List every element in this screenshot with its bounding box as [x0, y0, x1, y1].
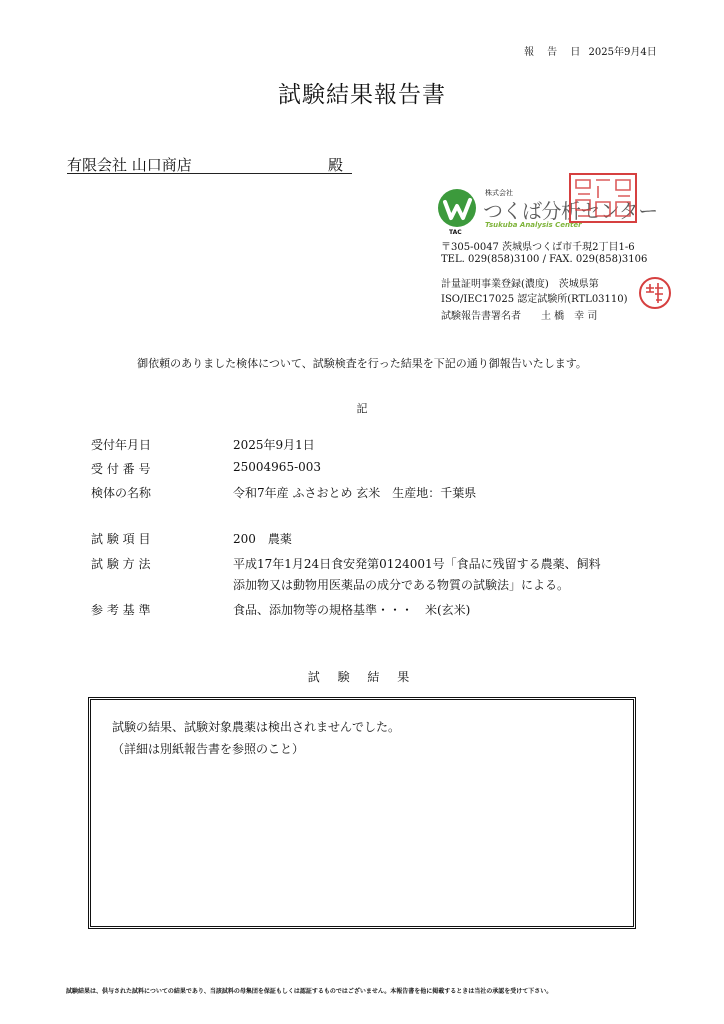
company-seal-icon — [568, 172, 638, 224]
field-label: 試 験 方 法 — [91, 557, 151, 571]
report-date — [524, 43, 657, 58]
report-date-value: 2025年9月4日 — [588, 47, 657, 58]
field-value: 食品、添加物等の規格基準・・・ 米(玄米) — [233, 603, 471, 617]
field-label: 参 考 基 準 — [91, 603, 151, 617]
result-heading: 試 験 結 果 — [307, 670, 417, 684]
result-line-1: 試験の結果、試験対象農薬は検出されませんでした。 — [112, 720, 401, 734]
logo-name: つくば分析センター — [483, 199, 658, 223]
field-receipt-date — [91, 436, 315, 453]
issuer-cert-2: ISO/IEC17025 認定試験所(RTL03110) — [441, 294, 628, 305]
field-receipt-no — [91, 460, 322, 477]
signer-stamp-icon — [638, 276, 672, 310]
field-method-cont — [91, 576, 570, 592]
logo-english: Tsukuba Analysis Center — [485, 221, 582, 229]
ki-heading: 記 — [356, 402, 368, 415]
field-method — [91, 555, 601, 572]
issuer-tel-fax: TEL. 029(858)3100 / FAX. 029(858)3106 — [441, 254, 648, 265]
field-test-item — [91, 530, 292, 547]
addressee — [67, 154, 352, 174]
logo-small-text: 株式会社 — [485, 189, 513, 197]
addressee-honorific: 殿 — [328, 156, 344, 174]
field-value: 2025年9月1日 — [233, 438, 315, 452]
field-label: 試 験 項 目 — [91, 532, 151, 546]
field-value: 添加物又は動物用医薬品の成分である物質の試験法」による。 — [233, 578, 570, 592]
issuer-cert-1: 計量証明事業登録(濃度) 茨城県第 — [441, 279, 599, 290]
field-value: 200 農薬 — [233, 532, 292, 546]
issuer-signer: 試験報告書署名者 土 橋 幸 司 — [441, 311, 598, 322]
addressee-company: 有限会社 山口商店 — [67, 156, 192, 174]
report-date-label: 報 告 日 — [524, 47, 586, 58]
issuer-address: 〒305-0047 茨城県つくば市千現2丁目1-6 — [441, 242, 635, 253]
document-title: 試験結果報告書 — [278, 82, 446, 108]
field-sample-name — [91, 484, 477, 501]
field-value: 25004965-003 — [233, 460, 322, 474]
logo-tac: TAC — [449, 229, 462, 236]
footer-disclaimer: 試験結果は、供与された試料についての結果であり、当該試料の母集団を保証もしくは認証するものではございません。本報告書を他に掲載するときは当社の承認を受けて下さい。 — [66, 988, 553, 995]
field-value: 令和7年産 ふさおとめ 玄米 生産地：千葉県 — [233, 486, 477, 500]
field-value: 平成17年1月24日食安発第0124001号「食品に残留する農薬、飼料 — [233, 557, 601, 571]
tac-logo-icon — [437, 188, 481, 232]
field-label: 検体の名称 — [91, 486, 152, 500]
intro-text: 御依頼のありました検体について、試験検査を行った結果を下記の通り御報告いたします。 — [137, 357, 587, 370]
field-label: 受付年月日 — [91, 438, 152, 452]
field-label: 受 付 番 号 — [91, 462, 151, 476]
result-line-2: （詳細は別紙報告書を参照のこと） — [112, 742, 305, 756]
field-reference — [91, 601, 471, 618]
